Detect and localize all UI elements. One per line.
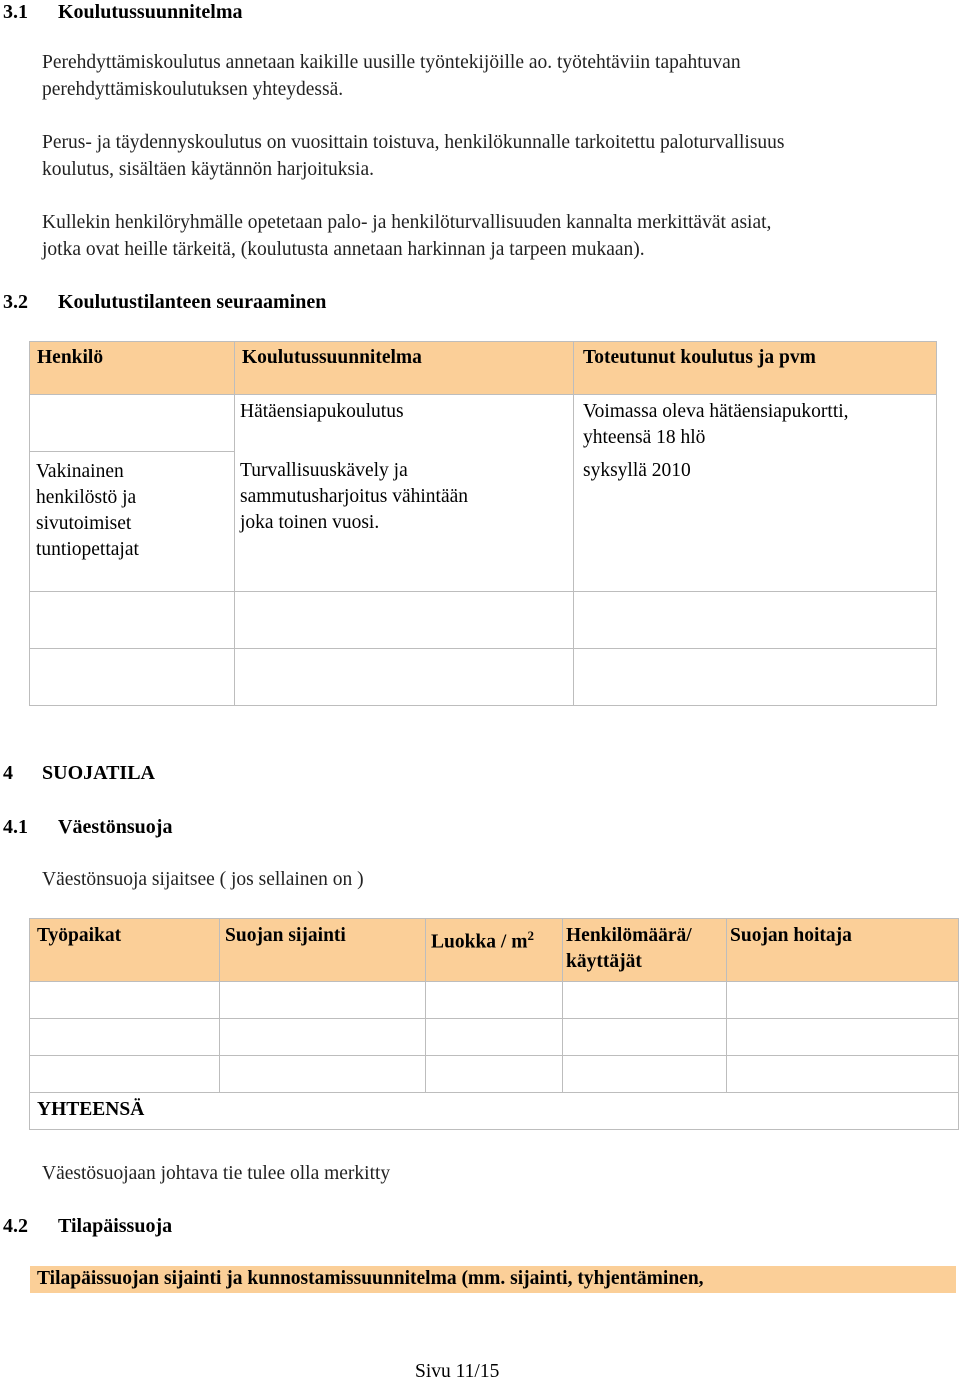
paragraph-line: Kullekin henkilöryhmälle opetetaan palo- ja henkilöturvallisuuden kannalta merkittävät asiat, xyxy=(42,212,772,233)
training-table xyxy=(29,341,937,706)
section-heading-4-2 xyxy=(3,1214,172,1238)
header-text: Suojan hoitaja xyxy=(730,925,852,946)
table-cell xyxy=(563,982,727,1019)
paragraph-line: koulutus, sisältäen käytännön harjoituksia. xyxy=(42,159,374,180)
header-text: Työpaikat xyxy=(37,925,122,946)
section-number: 4.2 xyxy=(3,1215,28,1237)
table-cell xyxy=(727,982,959,1019)
table-cell xyxy=(30,1019,220,1056)
header-text xyxy=(431,923,534,956)
paragraph-line: Väestösuojaan johtava tie tulee olla merkitty xyxy=(42,1163,391,1184)
table-header-cell xyxy=(30,342,235,395)
done-text xyxy=(583,399,849,451)
table-header-cell xyxy=(426,919,563,982)
cell-line: Turvallisuuskävely ja xyxy=(240,460,408,481)
cell-line: Vakinainen xyxy=(36,461,124,482)
done-text: syksyllä 2010 xyxy=(583,460,691,481)
table-cell xyxy=(426,1019,563,1056)
section-heading-3-2 xyxy=(3,290,326,314)
table-cell xyxy=(30,1056,220,1093)
paragraph-line: Perus- ja täydennyskoulutus on vuosittain toistuva, henkilökunnalle tarkoitettu paloturvallisuus xyxy=(42,132,785,153)
highlighted-text: Tilapäissuojan sijainti ja kunnostamissuunnitelma (mm. sijainti, tyhjentäminen, xyxy=(30,1266,956,1293)
table-cell xyxy=(563,1056,727,1093)
table-cell xyxy=(220,1019,426,1056)
table-header-cell xyxy=(574,342,937,395)
cell-line: käyttäjät xyxy=(566,951,642,972)
header-text: Henkilö xyxy=(37,347,104,368)
paragraph-group-training xyxy=(42,209,771,263)
total-label: YHTEENSÄ xyxy=(37,1099,145,1120)
section-title: Koulutussuunnitelma xyxy=(58,1,243,23)
cell-line: sivutoimiset xyxy=(36,513,132,534)
section-number: 3.2 xyxy=(3,291,28,313)
table-cell xyxy=(563,1019,727,1056)
table-header-cell xyxy=(563,919,727,982)
section-number: 3.1 xyxy=(3,1,28,23)
table-cell xyxy=(220,982,426,1019)
table-cell xyxy=(727,1056,959,1093)
table-cell xyxy=(426,1056,563,1093)
plan-text: Hätäensiapukoulutus xyxy=(240,401,404,422)
section-heading-4 xyxy=(3,761,155,785)
table-cell-person xyxy=(30,452,235,592)
cell-line: joka toinen vuosi. xyxy=(240,512,380,533)
table-cell xyxy=(30,649,235,706)
table-cell xyxy=(727,1019,959,1056)
cell-line: Voimassa oleva hätäensiapukortti, xyxy=(583,401,849,422)
section-heading-3-1 xyxy=(3,0,243,24)
shelter-table xyxy=(29,918,959,1130)
paragraph-line: jotka ovat heille tärkeitä, (koulutusta annetaan harkinnan ja tarpeen mukaan). xyxy=(42,239,645,260)
cell-line: tuntiopettajat xyxy=(36,539,139,560)
table-cell xyxy=(235,592,574,649)
table-cell xyxy=(30,982,220,1019)
cell-line: sammutusharjoitus vähintään xyxy=(240,486,469,507)
section-title: Koulutustilanteen seuraaminen xyxy=(58,291,327,313)
paragraph-shelter-location xyxy=(42,866,364,893)
cell-line: henkilöstö ja xyxy=(36,487,137,508)
section-number: 4 xyxy=(3,762,13,784)
section-title: SUOJATILA xyxy=(42,762,155,784)
header-text-main: Luokka / m xyxy=(431,931,528,953)
header-text: Koulutussuunnitelma xyxy=(242,347,422,368)
header-text: Toteutunut koulutus ja pvm xyxy=(583,347,816,368)
table-header-cell xyxy=(235,342,574,395)
paragraph-line: perehdyttämiskoulutuksen yhteydessä. xyxy=(42,79,344,100)
header-text: Suojan sijainti xyxy=(225,925,346,946)
table-cell xyxy=(574,649,937,706)
header-text xyxy=(566,923,692,975)
table-cell xyxy=(220,1056,426,1093)
table-cell xyxy=(574,592,937,649)
table-header-cell xyxy=(220,919,426,982)
cell-line: yhteensä 18 hlö xyxy=(583,427,706,448)
table-cell-plan xyxy=(235,395,574,592)
table-cell xyxy=(30,395,235,452)
paragraph-orientation xyxy=(42,49,741,103)
section-number: 4.1 xyxy=(3,816,28,838)
superscript: 2 xyxy=(527,928,534,943)
table-header-cell xyxy=(30,919,220,982)
section-title: Väestönsuoja xyxy=(58,816,173,838)
paragraph-line: Perehdyttämiskoulutus annetaan kaikille uusille työntekijöille ao. työtehtäviin tapahtuvan xyxy=(42,52,741,73)
paragraph-route-marking xyxy=(42,1160,390,1187)
table-cell xyxy=(30,592,235,649)
table-cell xyxy=(426,982,563,1019)
paragraph-basic-training xyxy=(42,129,785,183)
paragraph-line: Väestönsuoja sijaitsee ( jos sellainen on ) xyxy=(42,869,364,890)
section-title: Tilapäissuoja xyxy=(58,1215,173,1237)
page-number: Sivu 11/15 xyxy=(415,1361,500,1382)
plan-text xyxy=(240,458,468,536)
person-text xyxy=(36,459,139,563)
table-cell-done xyxy=(574,395,937,592)
section-heading-4-1 xyxy=(3,815,172,839)
table-header-cell xyxy=(727,919,959,982)
table-cell xyxy=(235,649,574,706)
table-total-row xyxy=(30,1093,959,1130)
cell-line: Henkilömäärä/ xyxy=(566,925,692,946)
